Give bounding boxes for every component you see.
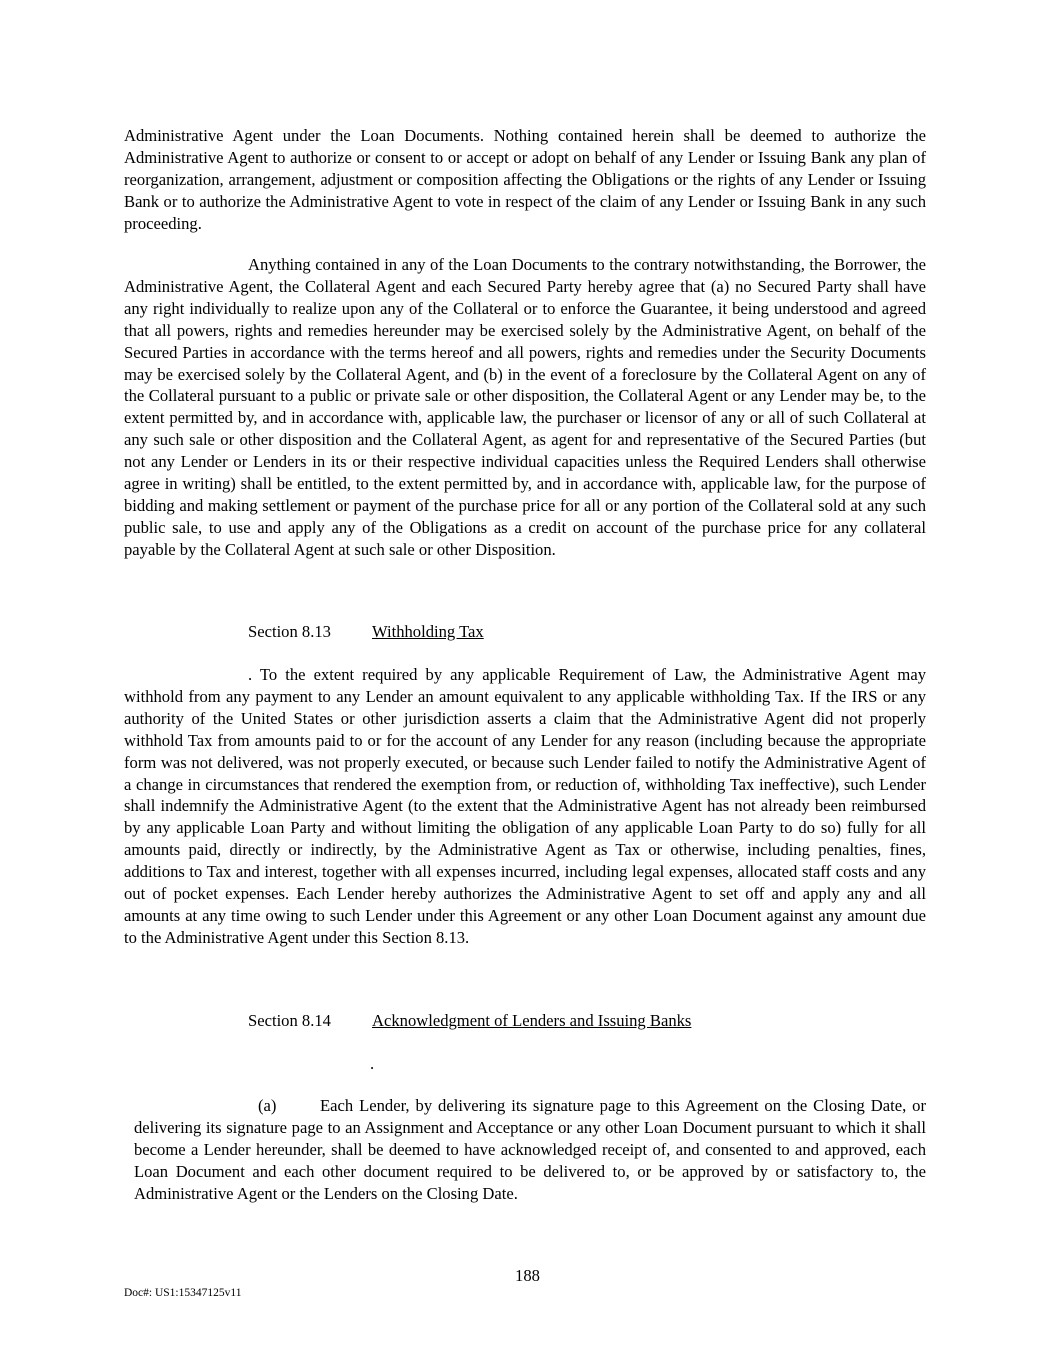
- section-heading-8-13: [248, 621, 484, 643]
- page-number: 188: [515, 1266, 540, 1285]
- paragraph-continuation: Administrative Agent under the Loan Documents. Nothing contained herein shall be deemed to authorize the Administrative Agent to authorize or consent to or accept or adopt on behalf of any Lender or Issuing Bank any plan of reorganization, arrangement, adjustment or composition affecting the Obligations or the rights of any Lender or Issuing Bank or to authorize the Administrative Agent to vote in respect of the claim of any Lender or Issuing Bank in any such proceeding.: [124, 126, 926, 233]
- list-item-label: (a): [258, 1096, 277, 1115]
- section-title: Withholding Tax: [372, 622, 484, 641]
- section-number: Section 8.14: [248, 1011, 331, 1030]
- separator-dot: .: [370, 1054, 375, 1073]
- section-heading-8-14: [248, 1010, 691, 1032]
- paragraph-collateral-enforcement: Anything contained in any of the Loan Documents to the contrary notwithstanding, the Borrower, the Administrative Agent, the Collateral Agent and each Secured Party hereby agree that (a) no Secured Party shall have any right individually to realize upon any of the Collateral or to enforce the Guarantee, it being understood and agreed that all powers, rights and remedies hereunder may be exercised solely by the Administrative Agent, on behalf of the Secured Parties in accordance with the terms hereof and all powers, rights and remedies under the Security Documents may be exercised solely by the Collateral Agent, and (b) in the event of a foreclosure by the Collateral Agent on any of the Collateral pursuant to a public or private sale or other disposition, the Collateral Agent or any Lender may be, to the extent permitted by, and in accordance with, applicable law, the purchaser or licensor of any or all of such Collateral at any such sale or other disposition and the Collateral Agent, as agent for and representative of the Secured Parties (but not any Lender or Lenders in its or their respective individual capacities unless the Required Lenders shall otherwise agree in writing) shall be entitled, to the extent permitted by, and in accordance with, applicable law, for the purpose of bidding and making settlement or payment of the purchase price for all or any portion of the Collateral sold at any such public sale, to use and apply any of the Obligations as a credit on account of the purchase price for any collateral payable by the Collateral Agent at such sale or other Disposition.: [124, 255, 926, 559]
- paragraph-withholding-tax: . To the extent required by any applicable Requirement of Law, the Administrative Agent may withhold from any payment to any Lender an amount equivalent to any applicable withholding Tax. If the IRS or any authority of the United States or other jurisdiction asserts a claim that the Administrative Agent did not properly withhold Tax from amounts paid to or for the account of any Lender for any reason (including because the appropriate form was not delivered, was not properly executed, or because such Lender failed to notify the Administrative Agent of a change in circumstances that rendered the exemption from, or reduction of, withholding Tax ineffective), such Lender shall indemnify the Administrative Agent (to the extent that the Administrative Agent has not already been reimbursed by any applicable Loan Party and without limiting the obligation of any applicable Loan Party to do so) fully for all amounts paid, directly or indirectly, by the Administrative Agent as Tax or otherwise, including penalties, fines, additions to Tax and interest, together with all expenses incurred, including legal expenses, allocated staff costs and any out of pocket expenses. Each Lender hereby authorizes the Administrative Agent to set off and apply any and all amounts at any time owing to such Lender under this Agreement or any other Loan Document against any amount due to the Administrative Agent under this Section 8.13.: [124, 665, 926, 947]
- document-id: Doc#: US1:15347125v11: [124, 1287, 242, 1299]
- section-number: Section 8.13: [248, 622, 331, 641]
- section-title: Acknowledgment of Lenders and Issuing Banks: [372, 1011, 692, 1030]
- paragraph-acknowledgment-a: [134, 1095, 926, 1205]
- list-item-text: Each Lender, by delivering its signature page to this Agreement on the Closing Date, or delivering its signature page to an Assignment and Acceptance or any other Loan Document pursuant to which it shall become a Lender hereunder, shall be deemed to have acknowledged receipt of, and consented to and approved, each Loan Document and each other document required to be delivered to, or be approved by or satisfactory to, the Administrative Agent or the Lenders on the Closing Date.: [134, 1096, 926, 1203]
